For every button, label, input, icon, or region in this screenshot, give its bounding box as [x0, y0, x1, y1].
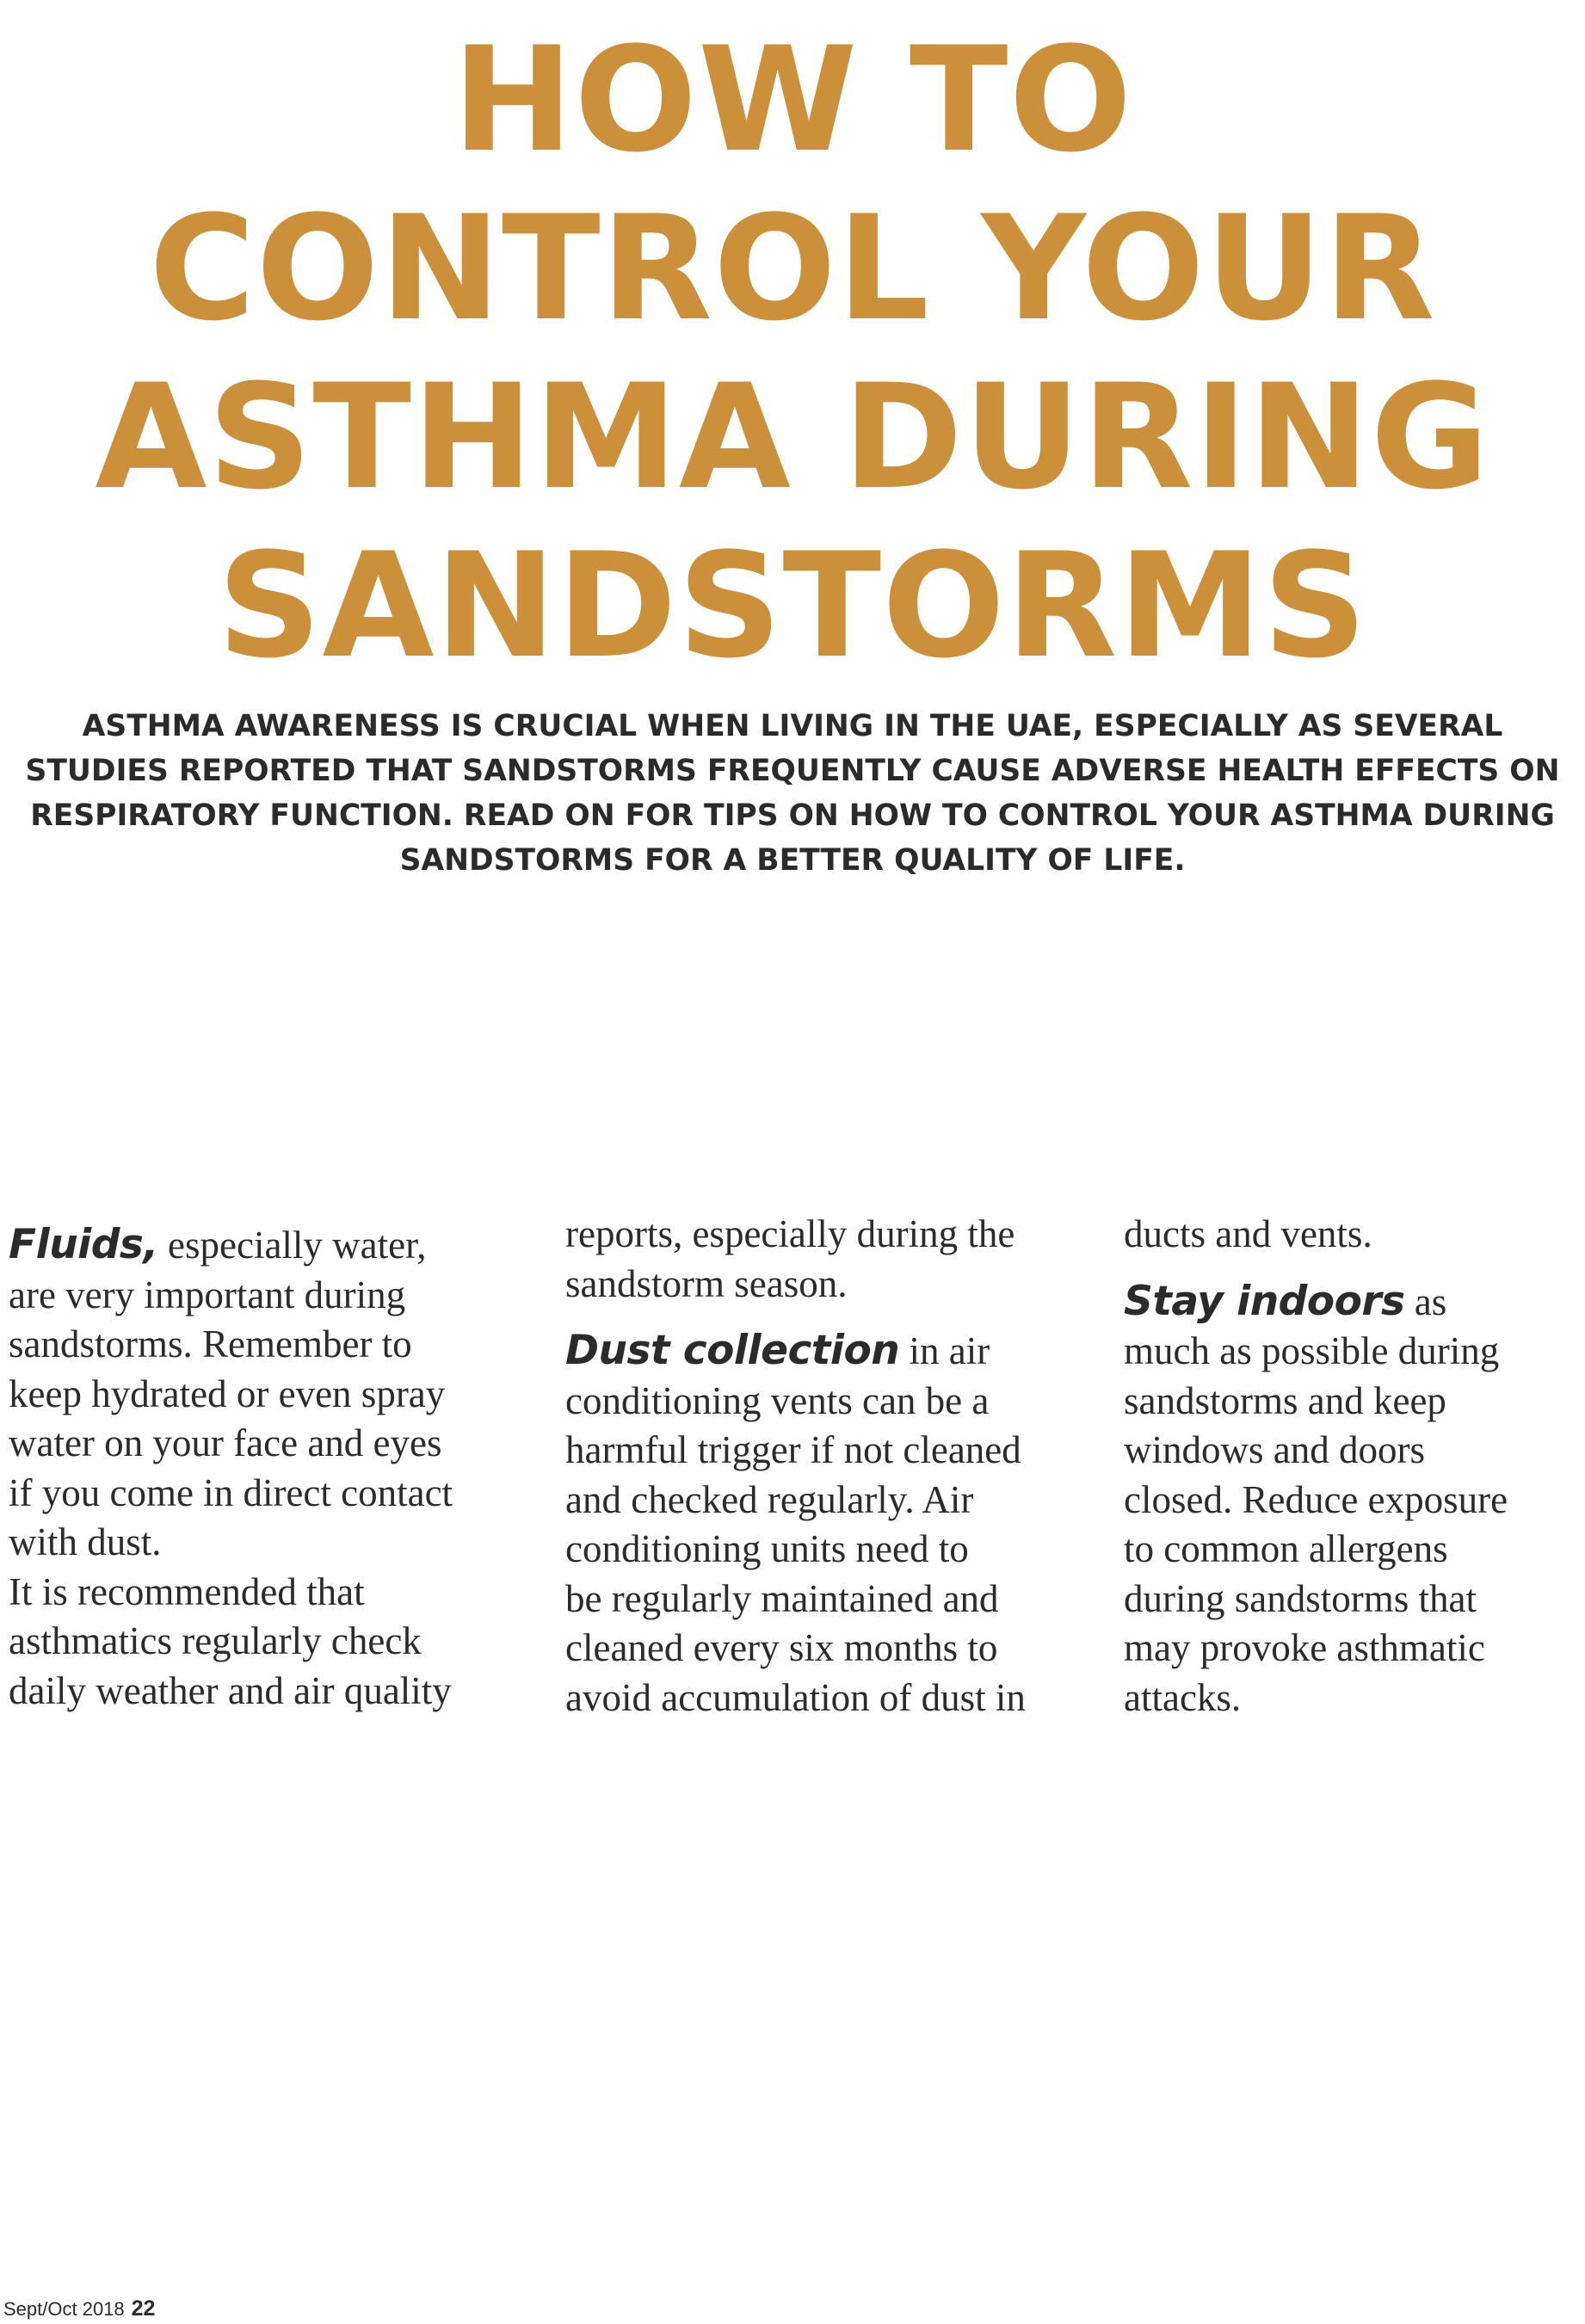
- paragraph-gap: [565, 1309, 1026, 1326]
- intro-paragraph: [0, 704, 1585, 883]
- fluids-paragraph-first-line: [9, 1220, 453, 1271]
- body-line: water on your face and eyes: [9, 1421, 442, 1464]
- title-line: ASTHMA DURING: [95, 353, 1490, 521]
- issue-date: Sept/Oct 2018: [3, 2298, 125, 2320]
- body-line: may provoke asthmatic: [1124, 1626, 1485, 1669]
- body-line: asthmatics regularly check: [9, 1619, 422, 1662]
- dust-first-line-rest: in air: [899, 1329, 990, 1372]
- dust-paragraph-first-line: [565, 1326, 1026, 1377]
- body-line: and checked regularly. Air: [565, 1477, 974, 1521]
- body-column-2: [565, 1210, 1026, 1723]
- indoors-first-line-rest: as: [1404, 1279, 1447, 1323]
- title-line: HOW TO: [452, 15, 1133, 184]
- body-line: cleaned every six months to: [565, 1626, 998, 1669]
- body-column-3: [1124, 1210, 1508, 1723]
- body-line: to common allergens: [1124, 1527, 1448, 1570]
- body-line: conditioning vents can be a: [565, 1378, 990, 1422]
- body-line: avoid accumulation of dust in: [565, 1675, 1026, 1719]
- intro-line: SANDSTORMS FOR A BETTER QUALITY OF LIFE.: [399, 843, 1186, 878]
- body-line: daily weather and air quality: [9, 1668, 452, 1712]
- body-line: sandstorms. Remember to: [9, 1322, 412, 1365]
- body-line: with dust.: [9, 1520, 162, 1563]
- body-line: during sandstorms that: [1124, 1576, 1477, 1620]
- body-line: closed. Reduce exposure: [1124, 1477, 1508, 1521]
- stay-indoors-paragraph-first-line: [1124, 1277, 1508, 1328]
- intro-line: ASTHMA AWARENESS IS CRUCIAL WHEN LIVING IN THE UAE, ESPECIALLY AS SEVERAL: [82, 709, 1503, 743]
- body-line: attacks.: [1124, 1675, 1242, 1719]
- body-line: much as possible during: [1124, 1329, 1500, 1372]
- intro-line: STUDIES REPORTED THAT SANDSTORMS FREQUENTLY CAUSE ADVERSE HEALTH EFFECTS ON: [25, 754, 1560, 788]
- body-line: conditioning units need to: [565, 1527, 969, 1570]
- fluids-first-line-rest: especially water,: [157, 1224, 427, 1267]
- page-footer: [3, 2297, 155, 2321]
- page-number: 22: [131, 2296, 156, 2321]
- body-line: are very important during: [9, 1273, 406, 1316]
- body-line: if you come in direct contact: [9, 1470, 453, 1514]
- paragraph-gap: [1124, 1260, 1508, 1277]
- stay-indoors-lead: Stay indoors: [1124, 1277, 1405, 1325]
- article-title: [0, 15, 1585, 690]
- body-line: windows and doors: [1124, 1428, 1425, 1471]
- body-line: sandstorm season.: [565, 1261, 848, 1305]
- intro-line: RESPIRATORY FUNCTION. READ ON FOR TIPS ON HOW TO CONTROL YOUR ASTHMA DURING: [30, 798, 1555, 833]
- title-line: CONTROL YOUR: [149, 184, 1436, 353]
- fluids-lead: Fluids,: [9, 1221, 158, 1268]
- dust-collection-lead: Dust collection: [565, 1327, 900, 1374]
- body-column-1: [9, 1220, 453, 1716]
- body-line: reports, especially during the: [565, 1212, 1015, 1255]
- body-line: sandstorms and keep: [1124, 1378, 1446, 1422]
- body-line: ducts and vents.: [1124, 1212, 1372, 1255]
- title-line: SANDSTORMS: [217, 521, 1368, 690]
- body-line: keep hydrated or even spray: [9, 1372, 446, 1415]
- body-line: be regularly maintained and: [565, 1576, 999, 1620]
- body-line: It is recommended that: [9, 1569, 365, 1613]
- body-line: harmful trigger if not cleaned: [565, 1428, 1021, 1471]
